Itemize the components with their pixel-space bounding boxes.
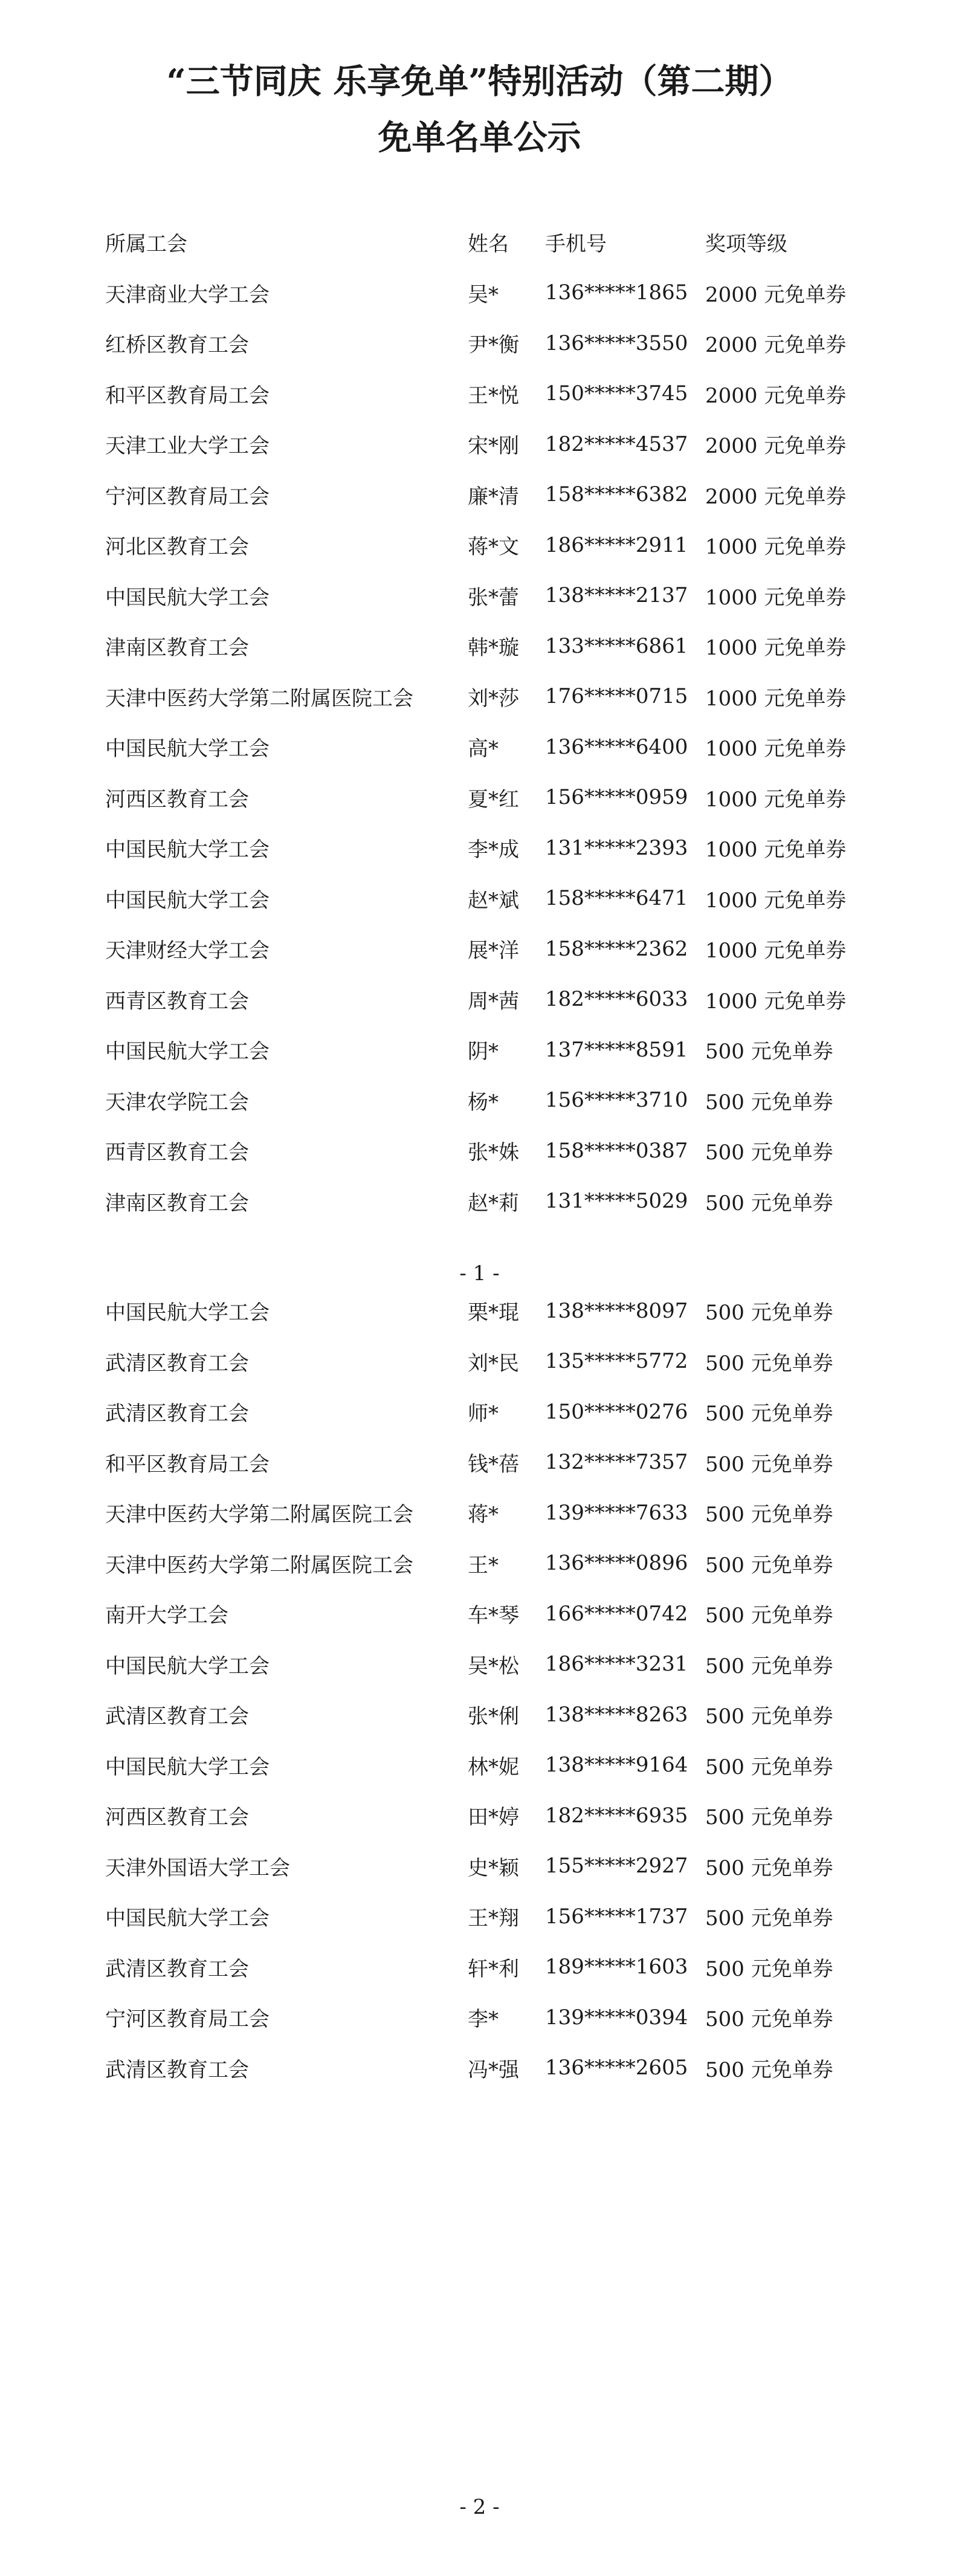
cell-prize: 500 元免单券 [705,1956,833,1981]
cell-union: 天津农学院工会 [105,1090,249,1115]
cell-prize: 1000 元免单券 [705,888,847,913]
cell-name: 王*悦 [468,383,519,408]
cell-name: 尹*衡 [468,333,519,358]
cell-phone: 136*****0896 [545,1551,688,1576]
cell-prize: 1000 元免单券 [705,787,847,812]
cell-name: 张*姝 [468,1141,519,1165]
cell-union: 天津中医药大学第二附属医院工会 [105,686,413,711]
table-row [105,924,862,974]
table-row [105,974,862,1025]
table-row [105,571,862,621]
cell-name: 张*俐 [468,1704,519,1729]
cell-name: 刘*莎 [468,686,519,711]
cell-name: 冯*强 [468,2057,519,2082]
cell-phone: 166*****0742 [545,1601,688,1626]
cell-union: 中国民航大学工会 [105,737,270,762]
cell-name: 赵*斌 [468,888,519,913]
cell-name: 李* [468,2007,499,2032]
cell-prize: 1000 元免单券 [705,989,847,1014]
cell-phone: 138*****2137 [545,583,688,608]
document-title: “三节同庆 乐享免单”特别活动（第二期） [166,62,793,102]
table-header-row [105,217,862,268]
cell-phone: 182*****6033 [545,987,688,1012]
cell-union: 西青区教育工会 [105,989,249,1014]
cell-phone: 155*****2927 [545,1854,688,1879]
cell-prize: 2000 元免单券 [705,383,847,408]
cell-union: 和平区教育局工会 [105,383,270,408]
table-row [105,672,862,722]
table-row [105,1487,862,1538]
table-row [105,1639,862,1690]
page-number: - 2 - [459,2495,500,2519]
cell-phone: 156*****0959 [545,785,688,810]
cell-union: 河北区教育工会 [105,535,249,560]
cell-name: 阴* [468,1040,499,1064]
cell-prize: 500 元免单券 [705,1191,833,1215]
cell-phone: 136*****2605 [545,2056,688,2080]
cell-prize: 500 元免单券 [705,1704,833,1729]
cell-name: 吴*松 [468,1654,519,1678]
cell-prize: 1000 元免单券 [705,535,847,560]
cell-union: 红桥区教育工会 [105,333,249,358]
cell-name: 史*颖 [468,1856,519,1880]
table-row [105,419,862,470]
cell-name: 林*妮 [468,1755,519,1779]
cell-phone: 158*****6382 [545,482,688,507]
cell-phone: 138*****8097 [545,1298,688,1323]
cell-prize: 2000 元免单券 [705,434,847,459]
cell-phone: 137*****8591 [545,1037,688,1062]
cell-union: 津南区教育工会 [105,636,249,661]
table-row [105,772,862,823]
cell-prize: 500 元免单券 [705,1090,833,1115]
cell-name: 夏*红 [468,787,519,812]
table-row [105,1942,862,1993]
cell-phone: 158*****6471 [545,886,688,911]
table-row [105,1740,862,1791]
cell-name: 蒋* [468,1503,499,1527]
cell-prize: 2000 元免单券 [705,333,847,358]
table-row [105,1387,862,1437]
cell-phone: 136*****6400 [545,734,688,759]
header-phone: 手机号 [545,232,607,257]
table-row [105,1588,862,1639]
cell-phone: 136*****3550 [545,331,688,355]
cell-name: 杨* [468,1090,499,1115]
cell-phone: 138*****9164 [545,1753,688,1778]
table-row [105,268,862,319]
header-name: 姓名 [468,232,509,257]
winner-table-page-1 [105,217,862,1226]
cell-prize: 1000 元免单券 [705,838,847,862]
cell-prize: 500 元免单券 [705,1452,833,1477]
cell-union: 中国民航大学工会 [105,585,270,610]
cell-name: 韩*璇 [468,636,519,661]
table-row [105,369,862,419]
cell-prize: 500 元免单券 [705,1351,833,1376]
cell-phone: 150*****0276 [545,1399,688,1424]
cell-prize: 500 元免单券 [705,1805,833,1830]
cell-phone: 131*****2393 [545,835,688,860]
cell-prize: 500 元免单券 [705,1553,833,1578]
cell-name: 车*琴 [468,1604,519,1628]
cell-union: 武清区教育工会 [105,2057,249,2082]
table-row [105,318,862,369]
cell-phone: 135*****5772 [545,1349,688,1374]
cell-union: 中国民航大学工会 [105,1906,270,1931]
cell-union: 宁河区教育局工会 [105,2007,270,2032]
header-union: 所属工会 [105,232,187,257]
cell-union: 中国民航大学工会 [105,838,270,862]
cell-name: 赵*莉 [468,1191,519,1215]
table-row [105,1437,862,1488]
cell-phone: 186*****3231 [545,1652,688,1677]
cell-name: 王*翔 [468,1906,519,1931]
cell-prize: 500 元免单券 [705,1755,833,1779]
table-row [105,873,862,924]
cell-phone: 156*****1737 [545,1904,688,1929]
cell-prize: 500 元免单券 [705,1503,833,1527]
cell-union: 天津中医药大学第二附属医院工会 [105,1553,413,1578]
cell-prize: 500 元免单券 [705,1141,833,1165]
cell-phone: 132*****7357 [545,1450,688,1475]
cell-phone: 158*****0387 [545,1138,688,1163]
cell-prize: 1000 元免单券 [705,585,847,610]
cell-prize: 1000 元免单券 [705,636,847,661]
cell-union: 武清区教育工会 [105,1956,249,1981]
cell-phone: 189*****1603 [545,1955,688,1979]
table-row [105,1075,862,1126]
cell-prize: 500 元免单券 [705,1040,833,1064]
cell-phone: 176*****0715 [545,684,688,709]
cell-name: 展*洋 [468,939,519,963]
cell-union: 南开大学工会 [105,1604,228,1628]
cell-phone: 131*****5029 [545,1189,688,1214]
table-row [105,1336,862,1387]
cell-union: 中国民航大学工会 [105,1040,270,1064]
table-row [105,823,862,873]
cell-union: 天津中医药大学第二附属医院工会 [105,1503,413,1527]
cell-union: 天津财经大学工会 [105,939,270,963]
cell-prize: 500 元免单券 [705,1402,833,1426]
cell-name: 廉*清 [468,484,519,509]
header-prize: 奖项等级 [705,232,787,257]
cell-union: 和平区教育局工会 [105,1452,270,1477]
cell-prize: 500 元免单券 [705,1604,833,1628]
cell-name: 李*成 [468,838,519,862]
cell-phone: 186*****2911 [545,532,688,557]
cell-phone: 133*****6861 [545,633,688,658]
winner-table-page-2 [105,1286,862,2093]
table-row [105,1992,862,2043]
cell-name: 周*茜 [468,989,519,1014]
cell-name: 张*蕾 [468,585,519,610]
cell-union: 天津商业大学工会 [105,282,270,307]
cell-union: 武清区教育工会 [105,1704,249,1729]
cell-name: 蒋*文 [468,535,519,560]
cell-phone: 182*****6935 [545,1803,688,1828]
cell-prize: 500 元免单券 [705,1856,833,1880]
cell-name: 田*婷 [468,1805,519,1830]
cell-name: 王* [468,1553,499,1578]
table-row [105,1891,862,1942]
table-row [105,1538,862,1589]
page-number: - 1 - [459,1261,500,1286]
cell-prize: 1000 元免单券 [705,737,847,762]
cell-union: 津南区教育工会 [105,1191,249,1215]
cell-phone: 139*****7633 [545,1500,688,1525]
cell-phone: 138*****8263 [545,1702,688,1727]
cell-name: 宋*刚 [468,434,519,459]
cell-union: 中国民航大学工会 [105,1755,270,1779]
cell-prize: 2000 元免单券 [705,484,847,509]
table-row [105,722,862,772]
table-row [105,470,862,520]
cell-phone: 156*****3710 [545,1088,688,1113]
cell-phone: 136*****1865 [545,280,688,305]
cell-union: 中国民航大学工会 [105,1301,270,1325]
cell-prize: 500 元免单券 [705,1654,833,1678]
cell-prize: 500 元免单券 [705,1301,833,1325]
cell-union: 中国民航大学工会 [105,888,270,913]
cell-name: 师* [468,1402,499,1426]
table-row [105,1790,862,1841]
cell-union: 武清区教育工会 [105,1402,249,1426]
cell-phone: 182*****4537 [545,432,688,456]
cell-prize: 2000 元免单券 [705,282,847,307]
table-row [105,520,862,571]
cell-prize: 500 元免单券 [705,1906,833,1931]
cell-union: 武清区教育工会 [105,1351,249,1376]
table-row [105,1286,862,1336]
cell-union: 天津外国语大学工会 [105,1856,290,1880]
cell-name: 吴* [468,282,499,307]
cell-phone: 139*****0394 [545,2005,688,2030]
cell-name: 刘*民 [468,1351,519,1376]
cell-union: 天津工业大学工会 [105,434,270,459]
table-row [105,2043,862,2094]
cell-name: 轩*利 [468,1956,519,1981]
cell-prize: 1000 元免单券 [705,939,847,963]
cell-union: 河西区教育工会 [105,1805,249,1830]
cell-union: 中国民航大学工会 [105,1654,270,1678]
cell-prize: 500 元免单券 [705,2057,833,2082]
table-row [105,1125,862,1176]
table-row [105,1689,862,1740]
cell-name: 栗*琨 [468,1301,519,1325]
table-row [105,1841,862,1892]
cell-union: 河西区教育工会 [105,787,249,812]
cell-name: 高* [468,737,499,762]
cell-union: 西青区教育工会 [105,1141,249,1165]
cell-name: 钱*蓓 [468,1452,519,1477]
cell-union: 宁河区教育局工会 [105,484,270,509]
table-row [105,1024,862,1075]
cell-prize: 500 元免单券 [705,2007,833,2032]
document-subtitle: 免单名单公示 [378,118,581,158]
cell-phone: 150*****3745 [545,381,688,406]
cell-prize: 1000 元免单券 [705,686,847,711]
cell-phone: 158*****2362 [545,936,688,961]
table-row [105,621,862,672]
table-row [105,1176,862,1227]
